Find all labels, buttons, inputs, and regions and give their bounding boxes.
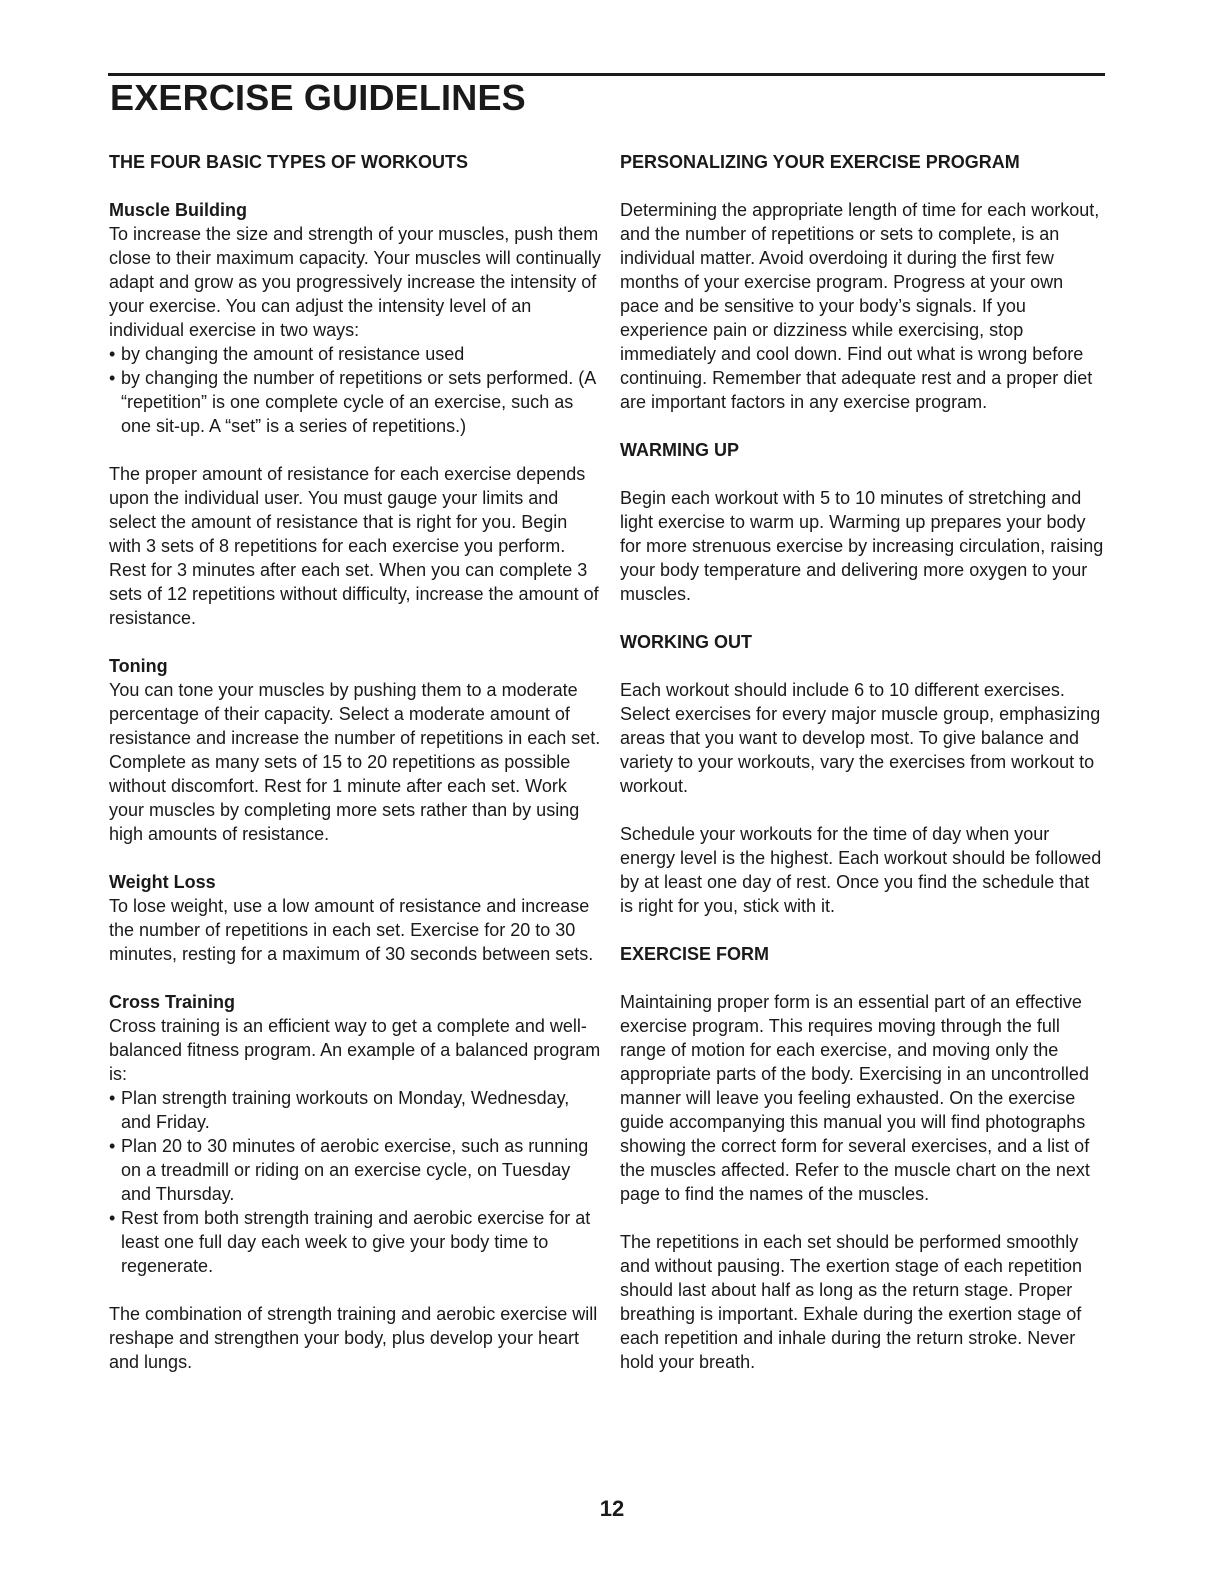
muscle-building-list: [109, 342, 601, 438]
resistance-text: The proper amount of resistance for each exercise depends upon the individual user. You must gauge your limits and select the amount of resistance that is right for you. Begin with 3 sets of 8 repetitions for each exercise you perform. Rest for 3 minutes after each set. When you can complete 3 sets of 12 repetitions without difficulty, increase the amount of resistance.: [109, 464, 599, 628]
cross-training-text: Cross training is an efficient way to get a complete and well-balanced fitness program. An example of a balanced program is:: [109, 1016, 601, 1084]
subheading-muscle-building: Muscle Building: [109, 200, 248, 220]
muscle-building-text: To increase the size and strength of your muscles, push them close to their maximum capacity. Your muscles will continually adapt and grow as you progressively increase the intensity of your exercise. You can adjust the intensity level of an individual exercise in two ways:: [109, 224, 601, 340]
subheading-cross-training: Cross Training: [109, 992, 236, 1012]
list-item: • Plan strength training workouts on Monday, Wednesday, and Friday.: [109, 1086, 601, 1134]
section-heading-personalizing: PERSONALIZING YOUR EXERCISE PROGRAM: [620, 152, 1020, 172]
warming-up-text: Begin each workout with 5 to 10 minutes of stretching and light exercise to warm up. Warming up prepares your body for more strenuous exercise by increasing circulation, raising your body temperature and delivering more oxygen to your muscles.: [620, 488, 1104, 604]
cross-training-list: [109, 1086, 601, 1278]
list-item: • Plan 20 to 30 minutes of aerobic exercise, such as running on a treadmill or riding on an exercise cycle, on Tuesday and Thursday.: [109, 1134, 601, 1206]
section-heading-warming-up: WARMING UP: [620, 440, 739, 460]
section-heading-exercise-form: EXERCISE FORM: [620, 944, 770, 964]
left-column: [109, 150, 601, 1374]
working-out-text: Each workout should include 6 to 10 different exercises. Select exercises for every major muscle group, emphasizing areas that you want to develop most. To give balance and variety to your workouts, vary the exercises from workout to workout.: [620, 680, 1101, 796]
page-title: EXERCISE GUIDELINES: [110, 77, 526, 118]
schedule-text: Schedule your workouts for the time of day when your energy level is the highest. Each workout should be followed by at least one day of rest. Once you find the schedule that is right for you, stick with it.: [620, 824, 1102, 916]
right-column: [620, 150, 1105, 1374]
breathing-text: The repetitions in each set should be performed smoothly and without pausing. The exertion stage of each repetition should last about half as long as the return stage. Proper breathing is important. Exhale during the exertion stage of each repetition and inhale during the return stroke. Never hold your breath.: [620, 1232, 1082, 1372]
list-item: • by changing the amount of resistance used: [109, 342, 601, 366]
exercise-form-text: Maintaining proper form is an essential part of an effective exercise program. This requires moving through the full range of motion for each exercise, and moving only the appropriate parts of the body. Exercising in an uncontrolled manner will leave you feeling exhausted. On the exercise guide accompanying this manual you will find photographs showing the correct form for several exercises, and a list of the muscles affected. Refer to the muscle chart on the next page to find the names of the muscles.: [620, 992, 1090, 1204]
weight-loss-text: To lose weight, use a low amount of resistance and increase the number of repetitions in each set. Exercise for 20 to 30 minutes, resting for a maximum of 30 seconds between sets.: [109, 896, 594, 964]
list-item: • by changing the number of repetitions or sets performed. (A “repetition” is one complete cycle of an exercise, such as one sit-up. A “set” is a series of repetitions.): [109, 366, 601, 438]
personalizing-text: Determining the appropriate length of time for each workout, and the number of repetitions or sets to complete, is an individual matter. Avoid overdoing it during the first few months of your exercise program. Progress at your own pace and be sensitive to your body’s signals. If you experience pain or dizziness while exercising, stop immediately and cool down. Find out what is wrong before continuing. Remember that adequate rest and a proper diet are important factors in any exercise program.: [620, 200, 1100, 412]
page-number: 12: [599, 1496, 625, 1521]
toning-text: You can tone your muscles by pushing them to a moderate percentage of their capacity. Select a moderate amount of resistance and increase the number of repetitions in each set. Complete as many sets of 15 to 20 repetitions as possible without discomfort. Rest for 1 minute after each set. Work your muscles by completing more sets rather than by using high amounts of resistance.: [109, 680, 601, 844]
section-heading-working-out: WORKING OUT: [620, 632, 752, 652]
list-item: • Rest from both strength training and aerobic exercise for at least one full day each week to give your body time to regenerate.: [109, 1206, 601, 1278]
subheading-weight-loss: Weight Loss: [109, 872, 216, 892]
section-heading-workout-types: THE FOUR BASIC TYPES OF WORKOUTS: [109, 152, 469, 172]
cross-training-summary: The combination of strength training and aerobic exercise will reshape and strengthen your body, plus develop your heart and lungs.: [109, 1304, 598, 1372]
subheading-toning: Toning: [109, 656, 168, 676]
